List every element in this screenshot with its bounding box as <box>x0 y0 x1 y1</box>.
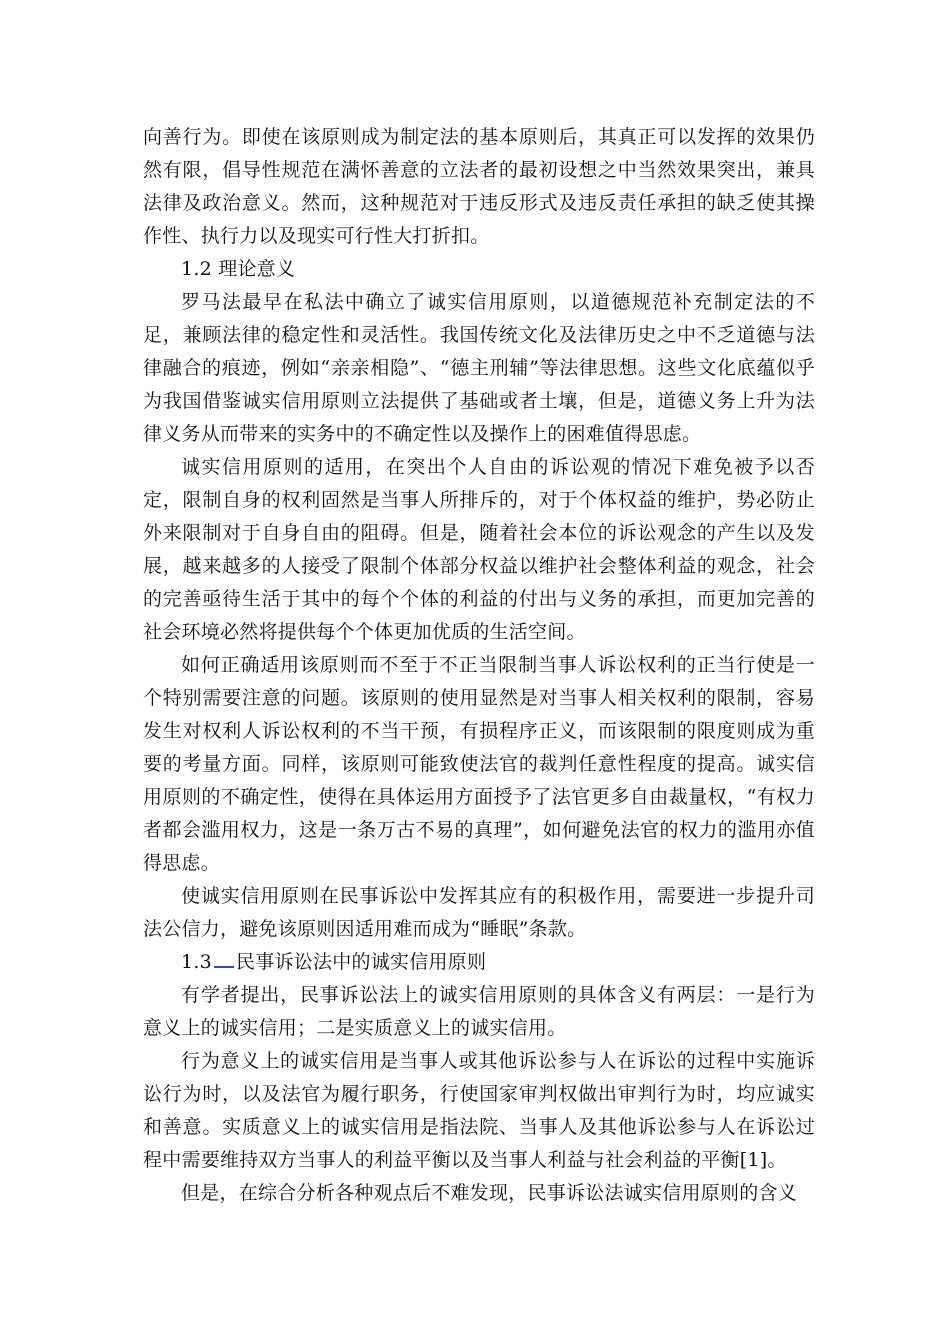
paragraph: 使诚实信用原则在民事诉讼中发挥其应有的积极作用，需要进一步提升司法公信力，避免该原则因适用难而成为“睡眠”条款。 <box>143 885 815 940</box>
section-heading-1-2 <box>143 253 815 286</box>
section-number: 1.2 <box>181 258 212 280</box>
paragraph: 有学者提出，民事诉讼法上的诚实信用原则的具体含义有两层：一是行为意义上的诚实信用；二是实质意义上的诚实信用。 <box>143 984 815 1039</box>
section-title: 民事诉讼法中的诚实信用原则 <box>235 951 487 973</box>
hyperlink-underline[interactable] <box>214 948 234 968</box>
paragraph: 罗马法最早在私法中确立了诚实信用原则，以道德规范补充制定法的不足，兼顾法律的稳定性和灵活性。我国传统文化及法律历史之中不乏道德与法律融合的痕迹，例如“亲亲相隐”、“德主刑辅”等法律思想。这些文化底蕴似乎为我国借鉴诚实信用原则立法提供了基础或者土壤，但是，道德义务上升为法律义务从而带来的实务中的不确定性以及操作上的困难值得思虑。 <box>143 291 815 445</box>
section-title: 理论意义 <box>218 258 296 280</box>
document-body <box>143 121 815 1210</box>
paragraph: 诚实信用原则的适用，在突出个人自由的诉讼观的情况下难免被予以否定，限制自身的权利固然是当事人所排斥的，对于个体权益的维护，势必防止外来限制对于自身自由的阻碍。但是，随着社会本位的诉讼观念的产生以及发展，越来越多的人接受了限制个体部分权益以维护社会整体利益的观念，社会的完善亟待生活于其中的每个个体的利益的付出与义务的承担，而更加完善的社会环境必然将提供每个个体更加优质的生活空间。 <box>143 456 815 643</box>
paragraph: 如何正确适用该原则而不至于不正当限制当事人诉讼权利的正当行使是一个特别需要注意的问题。该原则的使用显然是对当事人相关权利的限制，容易发生对权利人诉讼权利的不当干预，有损程序正义，而该限制的限度则成为重要的考量方面。同样，该原则可能致使法官的裁判任意性程度的提高。诚实信用原则的不确定性，使得在具体运用方面授予了法官更多自由裁量权，“有权力者都会滥用权力，这是一条万古不易的真理”，如何避免法官的权力的滥用亦值得思虑。 <box>143 654 815 874</box>
paragraph: 行为意义上的诚实信用是当事人或其他诉讼参与人在诉讼的过程中实施诉讼行为时，以及法官为履行职务，行使国家审判权做出审判行为时，均应诚实和善意。实质意义上的诚实信用是指法院、当事人及其他诉讼参与人在诉讼过程中需要维持双方当事人的利益平衡以及当事人利益与社会利益的平衡[1]。 <box>143 1050 815 1171</box>
paragraph: 但是，在综合分析各种观点后不难发现，民事诉讼法诚实信用原则的含义 <box>181 1182 798 1204</box>
paragraph-continuation: 向善行为。即使在该原则成为制定法的基本原则后，其真正可以发挥的效果仍然有限，倡导性规范在满怀善意的立法者的最初设想之中当然效果突出，兼具法律及政治意义。然而，这种规范对于违反形式及违反责任承担的缺乏使其操作性、执行力以及现实可行性大打折扣。 <box>143 126 815 247</box>
section-heading-1-3 <box>143 946 815 979</box>
section-number: 1.3 <box>181 951 212 973</box>
